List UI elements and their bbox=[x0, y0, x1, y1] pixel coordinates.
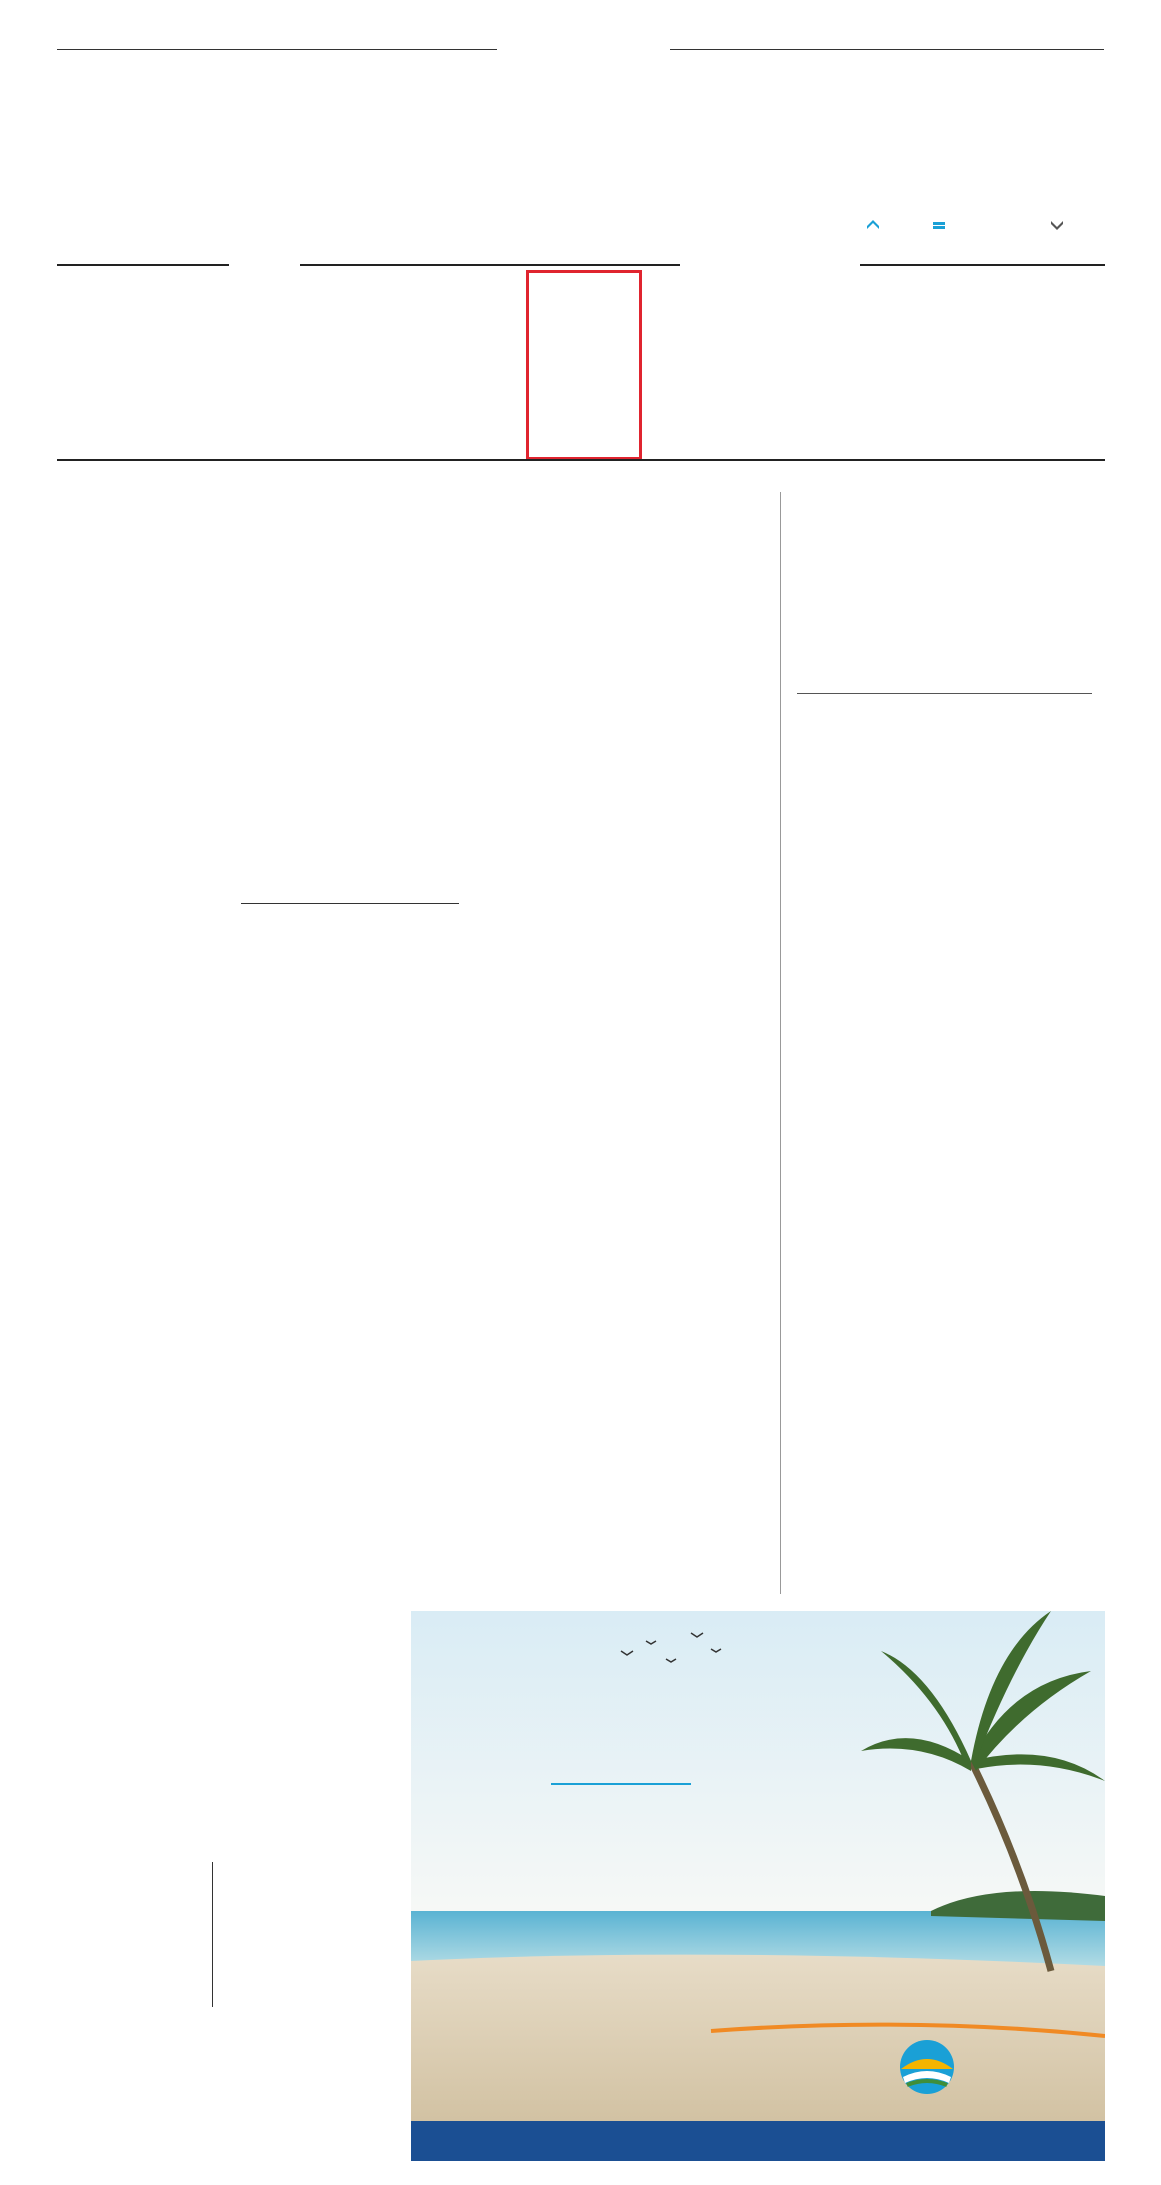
sidebar-divider bbox=[780, 492, 781, 1594]
sidebar-body bbox=[802, 758, 1098, 1618]
header-rule-right bbox=[670, 49, 1104, 50]
highlight-box bbox=[526, 270, 642, 460]
ad-banner[interactable] bbox=[411, 1611, 1105, 2161]
header-rule-left bbox=[57, 49, 497, 50]
stat-divider bbox=[212, 1862, 213, 2007]
sidebar-deck-rule bbox=[797, 693, 1092, 694]
beach-scene bbox=[411, 1611, 1105, 2121]
article-col-3 bbox=[412, 1457, 577, 1577]
stable-icon bbox=[932, 218, 946, 232]
down-arrow-icon bbox=[1050, 218, 1064, 232]
up-arrow-icon bbox=[866, 218, 880, 232]
trend-legend bbox=[860, 218, 1110, 234]
article-col-2 bbox=[233, 1457, 405, 2177]
ad-planes bbox=[551, 1783, 691, 1785]
band-rule-right bbox=[860, 264, 1105, 266]
ad-footer bbox=[411, 2121, 1105, 2161]
band-rule-mid bbox=[300, 264, 680, 266]
irotama-logo-icon bbox=[899, 2039, 955, 2095]
chart-title-underline bbox=[241, 903, 459, 904]
band-rule-left bbox=[57, 264, 229, 266]
article-col-1 bbox=[57, 836, 223, 1656]
article-col-4 bbox=[585, 567, 753, 1587]
band-bottom-rule bbox=[57, 459, 1105, 461]
